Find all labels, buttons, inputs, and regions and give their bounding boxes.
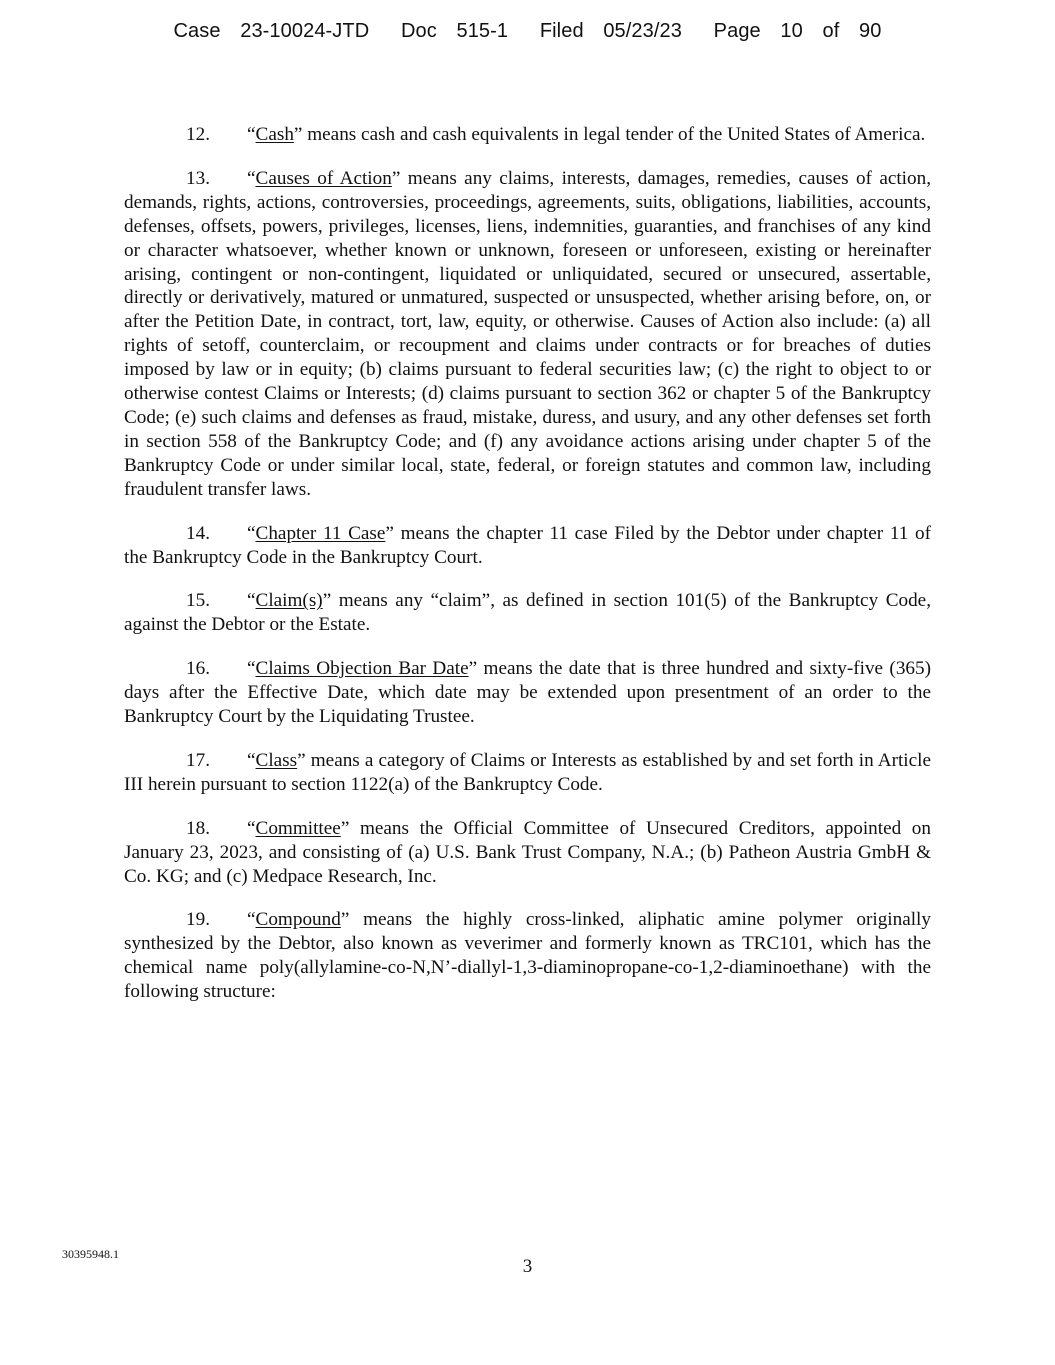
paragraph-number: 14. (186, 522, 210, 544)
case-header (0, 20, 1055, 43)
defined-term: Causes of Action (255, 167, 392, 189)
definition-text: means a category of Claims or Interests as established by and set forth in Article III herein pursuant to section 1122(a) of the Bankruptcy Code. (124, 749, 931, 795)
paragraph-number: 16. (186, 658, 210, 680)
paragraph-number: 17. (186, 749, 210, 771)
definition-paragraph: 15. “Claim(s)” means any “claim”, as defined in section 101(5) of the Bankruptcy Code, against the Debtor or the Estate. (124, 590, 931, 636)
defined-term: Claim(s) (255, 590, 323, 612)
definition-paragraph: 13. “Causes of Action” means any claims, interests, damages, remedies, causes of action, demands, rights, actions, controversies, proceedings, agreements, suits, obligations, liabilities, accounts, defenses, offsets, powers, privileges, licenses, liens, indemnities, guaranties, and franchises of any kind or character whatsoever, whether known or unknown, foreseen or unforeseen, existing or hereinafter arising, contingent or non-contingent, liquidated or unliquidated, secured or unsecured, assertable, directly or derivatively, matured or unmatured, suspected or unsuspected, whether arising before, on, or after the Petition Date, in contract, tort, law, equity, or otherwise. Causes of Action also include: (a) all rights of setoff, counterclaim, or recoupment and claims under contracts or for breaches of duties imposed by law or in equity; (b) claims pursuant to federal securities law; (c) the right to object to or otherwise contest Claims or Interests; (d) claims pursuant to section 362 or chapter 5 of the Bankruptcy Code; (e) such claims and defenses as fraud, mistake, duress, and usury, and any other defenses set forth in section 558 of the Bankruptcy Code; and (f) any avoidance actions arising under chapter 5 of the Bankruptcy Code or under similar local, state, federal, or foreign statutes and common law, including fraudulent transfer laws. (124, 167, 932, 500)
document-body (124, 123, 931, 1024)
definition-paragraph: 17. “Class” means a category of Claims or Interests as established by and set forth in Article III herein pursuant to section 1122(a) of the Bankruptcy Code. (124, 749, 931, 795)
definition-text: means cash and cash equivalents in legal tender of the United States of America. (302, 124, 926, 145)
definition-paragraph: 12. “Cash” means cash and cash equivalents in legal tender of the United States of America. (186, 124, 926, 145)
definition-paragraph: 19. “Compound” means the highly cross-linked, aliphatic amine polymer originally synthesized by the Debtor, also known as veverimer and formerly known as TRC101, which has the chemical name poly(allylamine-co-N,N’-diallyl-1,3-diaminopropane-co-1,2-diaminoethane) with the following structure: (124, 909, 931, 1003)
paragraph-number: 19. (186, 909, 210, 931)
paragraph-number: 12. (186, 124, 210, 145)
definition-text: means the Official Committee of Unsecured Creditors, appointed on January 23, 2023, and consisting of (a) U.S. Bank Trust Company, N.A.; (b) Patheon Austria GmbH & Co. KG; and (c) Medpace Research, Inc. (124, 817, 931, 887)
defined-term: Chapter 11 Case (255, 522, 386, 544)
page-of-total: Page 10 of 90 (713, 20, 882, 42)
defined-term: Cash (255, 124, 294, 145)
defined-term: Committee (255, 817, 341, 839)
definition-paragraph: 18. “Committee” means the Official Committee of Unsecured Creditors, appointed on January 23, 2023, and consisting of (a) U.S. Bank Trust Company, N.A.; (b) Patheon Austria GmbH & Co. KG; and (c) Medpace Research, Inc. (124, 817, 931, 887)
definition-paragraph: 16. “Claims Objection Bar Date” means the date that is three hundred and sixty-five (365) days after the Effective Date, which date may be extended upon presentment of an order to the Bankruptcy Court by the Liquidating Trustee. (124, 658, 931, 728)
document-id: 30395948.1 (62, 1247, 119, 1261)
defined-term: Claims Objection Bar Date (255, 658, 469, 680)
case-number: Case 23-10024-JTD (173, 20, 370, 42)
document-number: Doc 515-1 (400, 20, 509, 42)
definition-text: means the highly cross-linked, aliphatic amine polymer originally synthesized by the Debtor, also known as veverimer and formerly known as TRC101, which has the chemical name poly(allylamine-co-N,N’-diallyl-1,3-diaminopropane-co-1,2-diaminoethane) with the following structure: (124, 909, 931, 1003)
paragraph-number: 13. (186, 167, 210, 189)
definition-text: means any claims, interests, damages, remedies, causes of action, demands, rights, actions, controversies, proceedings, agreements, suits, obligations, liabilities, accounts, defenses, offsets, powers, privileges, licenses, liens, indemnities, guaranties, and franchises of any kind or character whatsoever, whether known or unknown, foreseen or unforeseen, existing or hereinafter arising, contingent or non-contingent, liquidated or unliquidated, secured or unsecured, assertable, directly or derivatively, matured or unmatured, suspected or unsuspected, whether arising before, on, or after the Petition Date, in contract, tort, law, equity, or otherwise. Causes of Action also include: (a) all rights of setoff, counterclaim, or recoupment and claims under contracts or for breaches of duties imposed by law or in equity; (b) claims pursuant to federal securities law; (c) the right to object to or otherwise contest Claims or Interests; (d) claims pursuant to section 362 or chapter 5 of the Bankruptcy Code; (e) such claims and defenses as fraud, mistake, duress, and usury, and any other defenses set forth in section 558 of the Bankruptcy Code; and (f) any avoidance actions arising under chapter 5 of the Bankruptcy Code or under similar local, state, federal, or foreign statutes and common law, including fraudulent transfer laws. (124, 167, 932, 500)
definition-text: means the date that is three hundred and sixty-five (365) days after the Effective Date, which date may be extended upon presentment of an order to the Bankruptcy Court by the Liquidating Trustee. (124, 658, 931, 728)
definition-paragraph: 14. “Chapter 11 Case” means the chapter 11 case Filed by the Debtor under chapter 11 of the Bankruptcy Code in the Bankruptcy Court. (124, 522, 931, 568)
page-number: 3 (522, 1256, 533, 1277)
paragraph-number: 18. (186, 817, 210, 839)
filed-date: Filed 05/23/23 (539, 20, 682, 42)
defined-term: Class (255, 749, 298, 771)
definition-text: means the chapter 11 case Filed by the Debtor under chapter 11 of the Bankruptcy Code in the Bankruptcy Court. (124, 522, 931, 568)
paragraph-number: 15. (186, 590, 210, 612)
definition-text: means any “claim”, as defined in section 101(5) of the Bankruptcy Code, against the Debtor or the Estate. (124, 590, 931, 636)
defined-term: Compound (255, 909, 341, 931)
